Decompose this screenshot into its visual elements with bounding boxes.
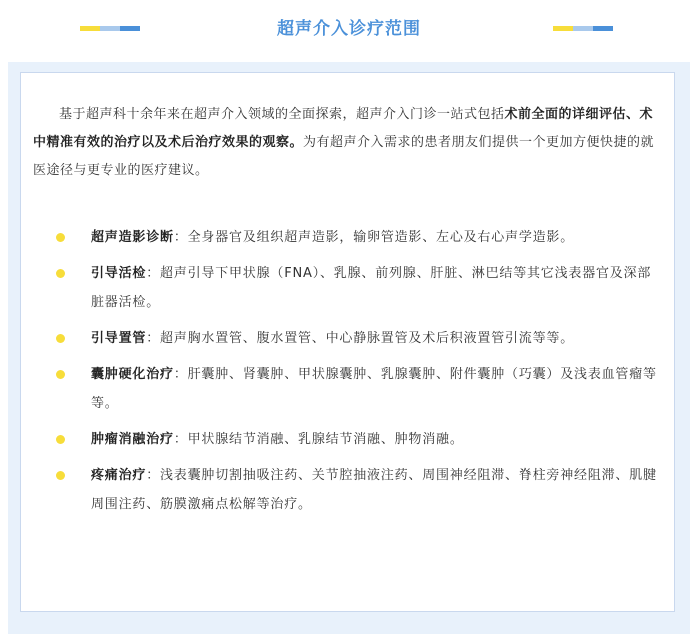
intro-bold: 术前全面的详细评估、术中精准有效的治疗以及术后治疗效果的观察。 [33,107,654,150]
bullet-dot-icon [56,269,65,278]
deco-segment-blue [593,26,613,31]
list-item [33,360,663,418]
intro-paragraph [33,101,663,185]
intro-lead: 基于超声科十余年来在超声介入领域的全面探索，超声介入门诊一站式包括 [59,107,505,122]
item-text: ：超声引导下甲状腺（FNA）、乳腺、前列腺、肝脏、淋巴结等其它浅表器官及深部脏器活检。 [91,266,652,310]
list-item [33,425,663,454]
item-text: ：全身器官及组织超声造影，输卵管造影、左心及右心声学造影。 [173,230,575,245]
item-text: ：甲状腺结节消融、乳腺结节消融、肿物消融。 [173,432,464,447]
list-item [33,324,663,353]
deco-segment-lightblue [573,26,593,31]
intro-tail: 为有超声介入需求的患者朋友们提供一个更加方便快捷的就医途径与更专业的医疗建议。 [33,135,655,178]
list-item [33,461,663,519]
content-card [20,72,675,612]
section-header [0,0,698,58]
item-text: ：超声胸水置管、腹水置管、中心静脉置管及术后积液置管引流等等。 [146,331,575,346]
item-title: 引导置管 [91,331,147,346]
list-item [33,223,663,252]
bullet-dot-icon [56,471,65,480]
page-title: 超声介入诊疗范围 [277,19,421,39]
content-panel [8,62,690,634]
service-list [33,223,663,526]
decorative-bar-right [553,26,613,31]
item-title: 囊肿硬化治疗 [91,367,174,382]
list-item [33,259,663,317]
item-text: ：肝囊肿、肾囊肿、甲状腺囊肿、乳腺囊肿、附件囊肿（巧囊）及浅表血管瘤等等。 [91,367,657,411]
deco-segment-yellow [553,26,573,31]
bullet-dot-icon [56,370,65,379]
item-title: 引导活检 [91,266,147,281]
bullet-dot-icon [56,334,65,343]
item-title: 肿瘤消融治疗 [91,432,174,447]
item-title: 超声造影诊断 [91,230,174,245]
bullet-dot-icon [56,233,65,242]
bullet-dot-icon [56,435,65,444]
item-text: ：浅表囊肿切割抽吸注药、关节腔抽液注药、周围神经阻滞、脊柱旁神经阻滞、肌腱周围注药、筋膜激痛点松解等治疗。 [91,468,657,512]
item-title: 疼痛治疗 [91,468,147,483]
